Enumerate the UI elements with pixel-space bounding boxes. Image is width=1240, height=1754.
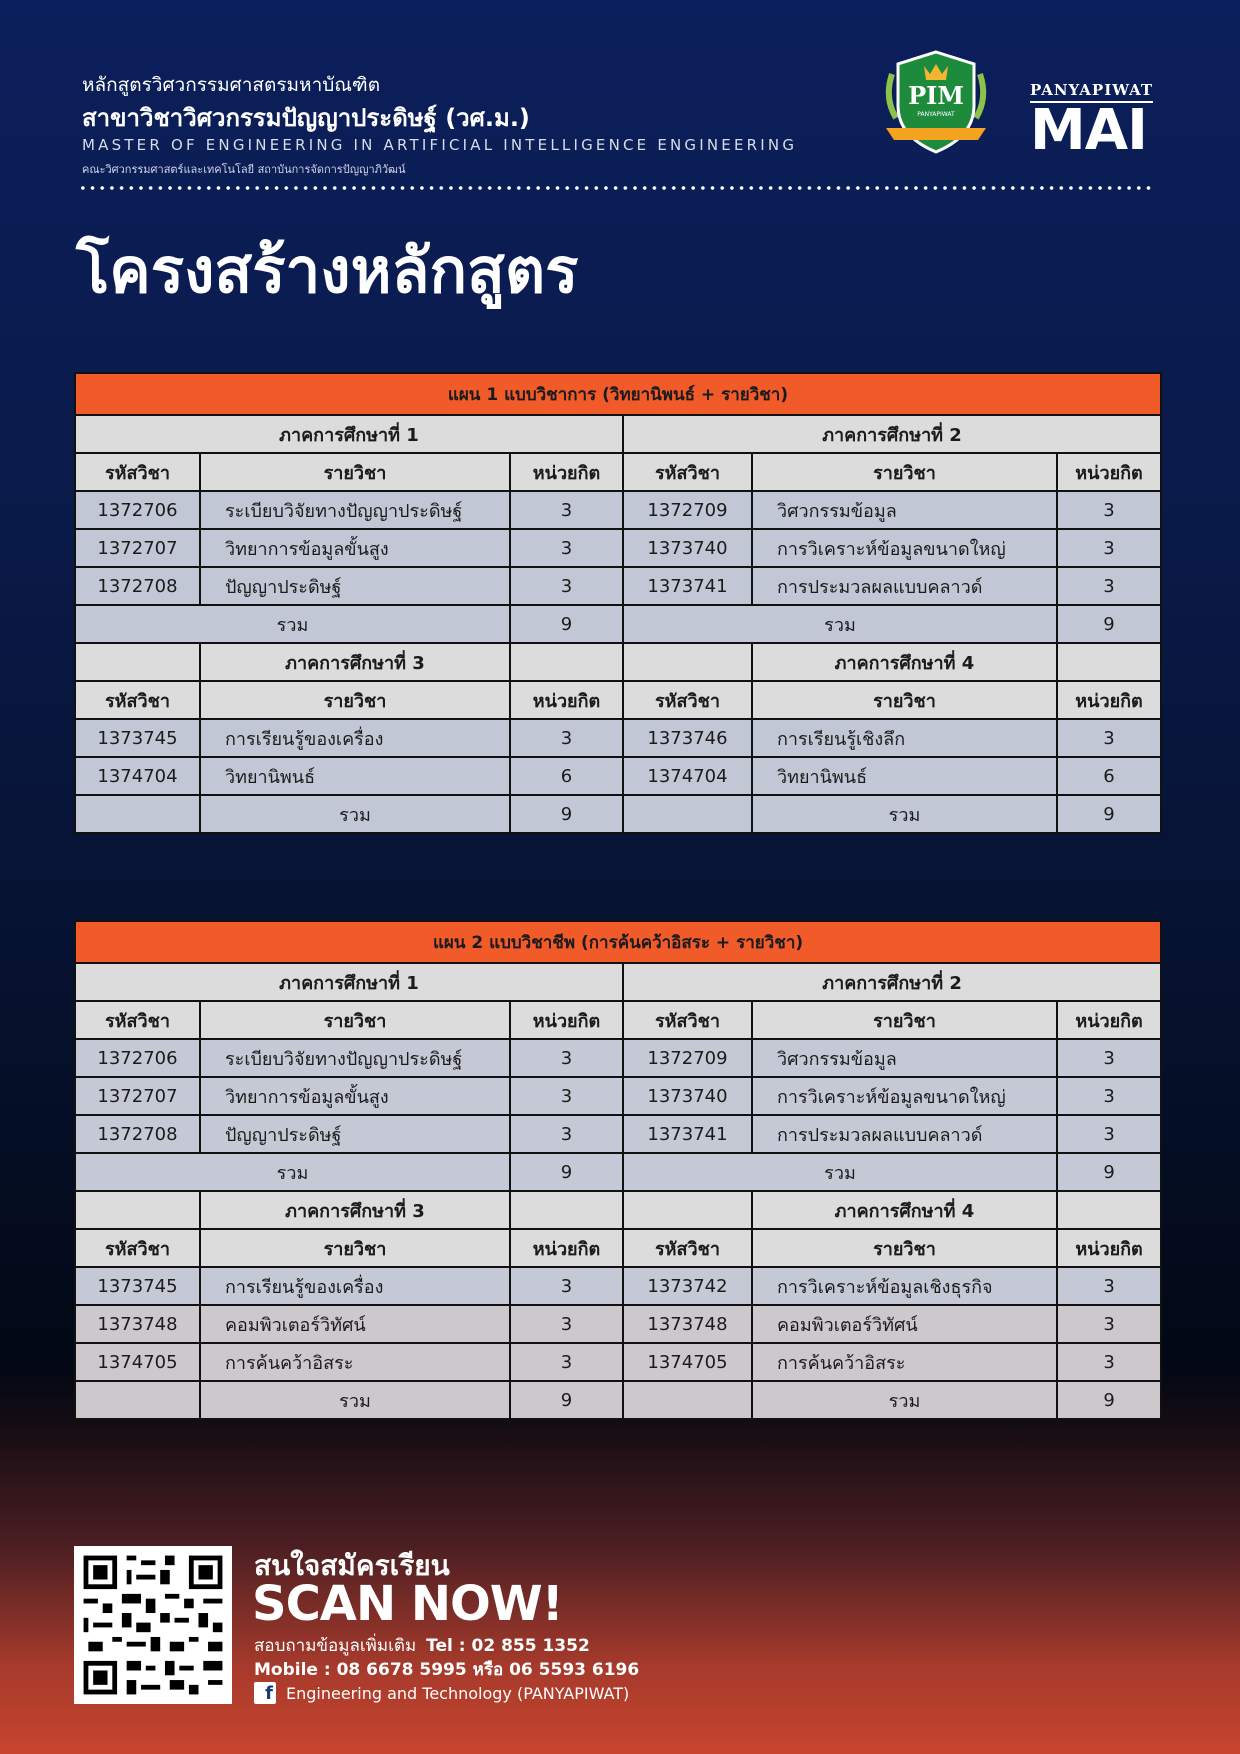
course-name: การประมวลผลแบบคลาวด์ bbox=[752, 567, 1057, 605]
blank-cell bbox=[623, 1381, 752, 1419]
course-code: 1373748 bbox=[75, 1305, 200, 1343]
header bbox=[82, 70, 1162, 180]
course-credits: 3 bbox=[510, 529, 623, 567]
course-name: ระเบียบวิจัยทางปัญญาประดิษฐ์ bbox=[200, 491, 510, 529]
course-name: ปัญญาประดิษฐ์ bbox=[200, 1115, 510, 1153]
course-credits: 6 bbox=[1057, 757, 1161, 795]
col-name-header: รายวิชา bbox=[752, 681, 1057, 719]
course-code: 1372707 bbox=[75, 1077, 200, 1115]
qr-code-icon[interactable] bbox=[74, 1546, 232, 1704]
blank-cell bbox=[75, 795, 200, 833]
total-credits: 9 bbox=[1057, 1381, 1161, 1419]
course-code: 1373746 bbox=[623, 719, 752, 757]
course-credits: 3 bbox=[1057, 719, 1161, 757]
course-code: 1373740 bbox=[623, 1077, 752, 1115]
course-name: การค้นคว้าอิสระ bbox=[752, 1343, 1057, 1381]
col-credits-header: หน่วยกิต bbox=[510, 1229, 623, 1267]
total-credits: 9 bbox=[510, 605, 623, 643]
course-credits: 3 bbox=[1057, 1343, 1161, 1381]
course-name: การวิเคราะห์ข้อมูลขนาดใหญ่ bbox=[752, 529, 1057, 567]
course-credits: 3 bbox=[1057, 1115, 1161, 1153]
mai-logo-big: MAI bbox=[1030, 98, 1147, 163]
course-credits: 3 bbox=[1057, 1305, 1161, 1343]
course-name: วิทยาการข้อมูลขั้นสูง bbox=[200, 1077, 510, 1115]
table-row bbox=[75, 567, 1161, 605]
total-row bbox=[75, 1381, 1161, 1419]
course-code: 1372706 bbox=[75, 491, 200, 529]
col-name-header: รายวิชา bbox=[752, 453, 1057, 491]
plan2-sem3-heading: ภาคการศึกษาที่ 3 bbox=[200, 1191, 510, 1229]
course-credits: 3 bbox=[1057, 1077, 1161, 1115]
course-credits: 3 bbox=[510, 719, 623, 757]
faculty-name: คณะวิศวกรรมศาสตร์และเทคโนโลยี สถาบันการจัดการปัญญาภิวัฒน์ bbox=[82, 163, 406, 176]
col-name-header: รายวิชา bbox=[200, 1001, 510, 1039]
col-code-header: รหัสวิชา bbox=[75, 453, 200, 491]
course-code: 1373745 bbox=[75, 1267, 200, 1305]
course-name: การประมวลผลแบบคลาวด์ bbox=[752, 1115, 1057, 1153]
total-row bbox=[75, 795, 1161, 833]
col-credits-header: หน่วยกิต bbox=[1057, 453, 1161, 491]
total-credits: 9 bbox=[510, 1381, 623, 1419]
course-name: การวิเคราะห์ข้อมูลขนาดใหญ่ bbox=[752, 1077, 1057, 1115]
blank-cell bbox=[623, 643, 752, 681]
blank-cell bbox=[75, 1191, 200, 1229]
mai-logo bbox=[1030, 80, 1154, 163]
total-row bbox=[75, 1153, 1161, 1191]
course-code: 1373742 bbox=[623, 1267, 752, 1305]
col-name-header: รายวิชา bbox=[752, 1001, 1057, 1039]
course-code: 1374705 bbox=[75, 1343, 200, 1381]
course-name: การเรียนรู้ของเครื่อง bbox=[200, 719, 510, 757]
plan1-table bbox=[74, 372, 1162, 834]
facebook-link[interactable] bbox=[254, 1682, 629, 1704]
course-name: วิทยานิพนธ์ bbox=[200, 757, 510, 795]
col-credits-header: หน่วยกิต bbox=[510, 1001, 623, 1039]
table-row bbox=[75, 1077, 1161, 1115]
total-label: รวม bbox=[752, 1381, 1057, 1419]
table-row bbox=[75, 719, 1161, 757]
blank-cell bbox=[510, 643, 623, 681]
course-code: 1374704 bbox=[623, 757, 752, 795]
facebook-icon: f bbox=[254, 1682, 276, 1704]
col-credits-header: หน่วยกิต bbox=[510, 681, 623, 719]
pim-logo-subtext: PANYAPIWAT bbox=[917, 111, 955, 118]
blank-cell bbox=[510, 1191, 623, 1229]
col-credits-header: หน่วยกิต bbox=[1057, 1229, 1161, 1267]
plan2-sem1-heading: ภาคการศึกษาที่ 1 bbox=[75, 963, 623, 1001]
course-name: วิทยาการข้อมูลขั้นสูง bbox=[200, 529, 510, 567]
scan-now-heading: SCAN NOW! bbox=[252, 1576, 563, 1632]
course-name: การค้นคว้าอิสระ bbox=[200, 1343, 510, 1381]
plan1-sem2-heading: ภาคการศึกษาที่ 2 bbox=[623, 415, 1161, 453]
table-row bbox=[75, 1267, 1161, 1305]
course-credits: 3 bbox=[510, 567, 623, 605]
facebook-page-name: Engineering and Technology (PANYAPIWAT) bbox=[286, 1683, 630, 1703]
course-credits: 3 bbox=[510, 1077, 623, 1115]
plan2-title: แผน 2 แบบวิชาชีพ (การค้นคว้าอิสระ + รายวิชา) bbox=[75, 921, 1161, 963]
course-name: วิศวกรรมข้อมูล bbox=[752, 1039, 1057, 1077]
info-label: สอบถามข้อมูลเพิ่มเติม bbox=[254, 1636, 417, 1656]
table-row bbox=[75, 1305, 1161, 1343]
course-code: 1373745 bbox=[75, 719, 200, 757]
course-credits: 3 bbox=[1057, 1267, 1161, 1305]
total-credits: 9 bbox=[1057, 795, 1161, 833]
course-code: 1372706 bbox=[75, 1039, 200, 1077]
mobile-number: Mobile : 08 6678 5995 หรือ 06 5593 6196 bbox=[254, 1660, 640, 1680]
page-title: โครงสร้างหลักสูตร bbox=[76, 234, 579, 307]
course-credits: 3 bbox=[510, 1115, 623, 1153]
blank-cell bbox=[1057, 1191, 1161, 1229]
course-credits: 3 bbox=[510, 1343, 623, 1381]
col-code-header: รหัสวิชา bbox=[75, 1001, 200, 1039]
mai-logo-top: PANYAPIWAT bbox=[1030, 81, 1153, 103]
total-credits: 9 bbox=[510, 1153, 623, 1191]
table-row bbox=[75, 491, 1161, 529]
course-code: 1372708 bbox=[75, 1115, 200, 1153]
plan1-sem1-heading: ภาคการศึกษาที่ 1 bbox=[75, 415, 623, 453]
course-name: คอมพิวเตอร์วิทัศน์ bbox=[200, 1305, 510, 1343]
col-name-header: รายวิชา bbox=[200, 681, 510, 719]
col-code-header: รหัสวิชา bbox=[623, 1229, 752, 1267]
dotted-divider bbox=[78, 186, 1156, 190]
course-name: การเรียนรู้ของเครื่อง bbox=[200, 1267, 510, 1305]
course-name: การวิเคราะห์ข้อมูลเชิงธุรกิจ bbox=[752, 1267, 1057, 1305]
course-credits: 3 bbox=[1057, 1039, 1161, 1077]
course-credits: 3 bbox=[510, 1267, 623, 1305]
course-code: 1373741 bbox=[623, 1115, 752, 1153]
plan1-sem4-heading: ภาคการศึกษาที่ 4 bbox=[752, 643, 1057, 681]
total-label: รวม bbox=[75, 605, 510, 643]
course-credits: 3 bbox=[510, 491, 623, 529]
course-name: วิทยานิพนธ์ bbox=[752, 757, 1057, 795]
pim-logo-icon bbox=[878, 48, 994, 160]
col-code-header: รหัสวิชา bbox=[623, 681, 752, 719]
plan1-title: แผน 1 แบบวิชาการ (วิทยานิพนธ์ + รายวิชา) bbox=[75, 373, 1161, 415]
plan2-sem2-heading: ภาคการศึกษาที่ 2 bbox=[623, 963, 1161, 1001]
course-name: การเรียนรู้เชิงลึก bbox=[752, 719, 1057, 757]
total-credits: 9 bbox=[510, 795, 623, 833]
col-code-header: รหัสวิชา bbox=[623, 1001, 752, 1039]
table-row bbox=[75, 757, 1161, 795]
table-row bbox=[75, 1115, 1161, 1153]
course-code: 1373748 bbox=[623, 1305, 752, 1343]
plan2-table bbox=[74, 920, 1162, 1420]
total-label: รวม bbox=[75, 1153, 510, 1191]
plan1-sem3-heading: ภาคการศึกษาที่ 3 bbox=[200, 643, 510, 681]
course-code: 1372709 bbox=[623, 1039, 752, 1077]
course-code: 1374705 bbox=[623, 1343, 752, 1381]
program-english-name: MASTER OF ENGINEERING IN ARTIFICIAL INTELLIGENCE ENGINEERING bbox=[82, 136, 798, 154]
total-label: รวม bbox=[623, 605, 1057, 643]
col-code-header: รหัสวิชา bbox=[623, 453, 752, 491]
total-label: รวม bbox=[200, 1381, 510, 1419]
course-code: 1372707 bbox=[75, 529, 200, 567]
blank-cell bbox=[75, 1381, 200, 1419]
tel-number: Tel : 02 855 1352 bbox=[426, 1636, 590, 1656]
course-code: 1373740 bbox=[623, 529, 752, 567]
blank-cell bbox=[75, 643, 200, 681]
course-credits: 3 bbox=[1057, 491, 1161, 529]
program-degree: หลักสูตรวิศวกรรมศาสตรมหาบัณฑิต bbox=[82, 74, 381, 96]
total-label: รวม bbox=[752, 795, 1057, 833]
table-row bbox=[75, 1343, 1161, 1381]
course-name: ระเบียบวิจัยทางปัญญาประดิษฐ์ bbox=[200, 1039, 510, 1077]
col-name-header: รายวิชา bbox=[200, 453, 510, 491]
course-code: 1372708 bbox=[75, 567, 200, 605]
total-label: รวม bbox=[200, 795, 510, 833]
course-code: 1374704 bbox=[75, 757, 200, 795]
col-name-header: รายวิชา bbox=[200, 1229, 510, 1267]
col-credits-header: หน่วยกิต bbox=[1057, 1001, 1161, 1039]
table-row bbox=[75, 529, 1161, 567]
col-credits-header: หน่วยกิต bbox=[510, 453, 623, 491]
col-credits-header: หน่วยกิต bbox=[1057, 681, 1161, 719]
apply-heading: สนใจสมัครเรียน bbox=[254, 1549, 450, 1582]
plan2-sem4-heading: ภาคการศึกษาที่ 4 bbox=[752, 1191, 1057, 1229]
course-name: ปัญญาประดิษฐ์ bbox=[200, 567, 510, 605]
course-credits: 6 bbox=[510, 757, 623, 795]
total-credits: 9 bbox=[1057, 605, 1161, 643]
pim-logo-text: PIM bbox=[908, 81, 964, 110]
total-row bbox=[75, 605, 1161, 643]
course-credits: 3 bbox=[510, 1039, 623, 1077]
blank-cell bbox=[623, 795, 752, 833]
col-name-header: รายวิชา bbox=[752, 1229, 1057, 1267]
col-code-header: รหัสวิชา bbox=[75, 681, 200, 719]
total-credits: 9 bbox=[1057, 1153, 1161, 1191]
course-name: วิศวกรรมข้อมูล bbox=[752, 491, 1057, 529]
course-credits: 3 bbox=[510, 1305, 623, 1343]
table-row bbox=[75, 1039, 1161, 1077]
course-code: 1372709 bbox=[623, 491, 752, 529]
course-credits: 3 bbox=[1057, 529, 1161, 567]
course-credits: 3 bbox=[1057, 567, 1161, 605]
contact-info bbox=[254, 1632, 590, 1659]
program-major: สาขาวิชาวิศวกรรมปัญญาประดิษฐ์ (วศ.ม.) bbox=[82, 104, 530, 132]
blank-cell bbox=[623, 1191, 752, 1229]
total-label: รวม bbox=[623, 1153, 1057, 1191]
course-code: 1373741 bbox=[623, 567, 752, 605]
blank-cell bbox=[1057, 643, 1161, 681]
col-code-header: รหัสวิชา bbox=[75, 1229, 200, 1267]
course-name: คอมพิวเตอร์วิทัศน์ bbox=[752, 1305, 1057, 1343]
